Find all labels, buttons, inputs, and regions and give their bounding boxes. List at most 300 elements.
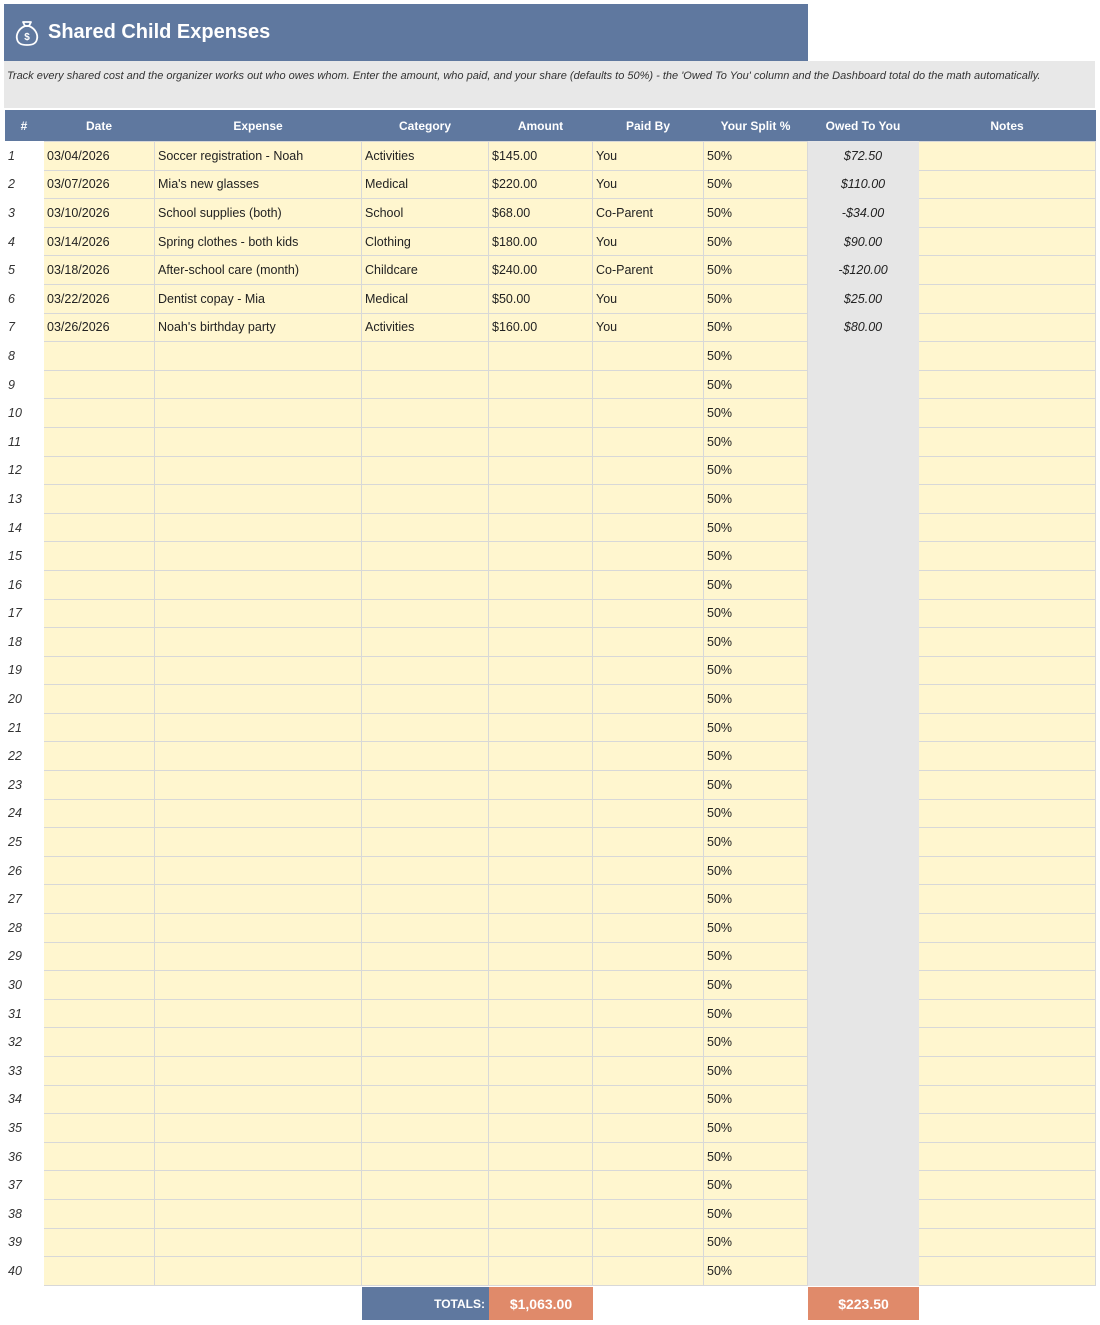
split-percent-cell[interactable]: 50% — [704, 542, 808, 571]
category-cell[interactable]: Activities — [362, 142, 489, 171]
expense-cell[interactable] — [155, 570, 362, 599]
amount-cell[interactable] — [489, 456, 593, 485]
notes-cell[interactable] — [919, 713, 1096, 742]
col-header-expense[interactable]: Expense — [155, 110, 362, 142]
split-percent-cell[interactable]: 50% — [704, 1085, 808, 1114]
amount-cell[interactable] — [489, 628, 593, 657]
owed-to-you-cell[interactable] — [808, 342, 919, 371]
date-cell[interactable] — [44, 1028, 155, 1057]
date-cell[interactable]: 03/10/2026 — [44, 199, 155, 228]
expense-cell[interactable] — [155, 456, 362, 485]
notes-cell[interactable] — [919, 170, 1096, 199]
category-cell[interactable]: Medical — [362, 284, 489, 313]
category-cell[interactable] — [362, 656, 489, 685]
date-cell[interactable]: 03/14/2026 — [44, 227, 155, 256]
col-header-owed[interactable]: Owed To You — [808, 110, 919, 142]
expense-cell[interactable] — [155, 942, 362, 971]
expense-cell[interactable] — [155, 628, 362, 657]
amount-cell[interactable] — [489, 599, 593, 628]
category-cell[interactable] — [362, 1057, 489, 1086]
notes-cell[interactable] — [919, 427, 1096, 456]
col-header-notes[interactable]: Notes — [919, 110, 1096, 142]
expense-cell[interactable] — [155, 1142, 362, 1171]
date-cell[interactable] — [44, 685, 155, 714]
category-cell[interactable] — [362, 1171, 489, 1200]
expense-cell[interactable] — [155, 485, 362, 514]
owed-to-you-cell[interactable] — [808, 685, 919, 714]
col-header-category[interactable]: Category — [362, 110, 489, 142]
owed-to-you-cell[interactable] — [808, 1142, 919, 1171]
date-cell[interactable] — [44, 1171, 155, 1200]
amount-cell[interactable]: $240.00 — [489, 256, 593, 285]
owed-to-you-cell[interactable] — [808, 1199, 919, 1228]
split-percent-cell[interactable]: 50% — [704, 199, 808, 228]
date-cell[interactable] — [44, 342, 155, 371]
category-cell[interactable]: Medical — [362, 170, 489, 199]
split-percent-cell[interactable]: 50% — [704, 713, 808, 742]
category-cell[interactable]: Childcare — [362, 256, 489, 285]
expense-cell[interactable] — [155, 971, 362, 1000]
owed-to-you-cell[interactable]: $90.00 — [808, 227, 919, 256]
split-percent-cell[interactable]: 50% — [704, 485, 808, 514]
paid-by-cell[interactable] — [593, 1199, 704, 1228]
paid-by-cell[interactable] — [593, 456, 704, 485]
split-percent-cell[interactable]: 50% — [704, 513, 808, 542]
category-cell[interactable] — [362, 914, 489, 943]
date-cell[interactable] — [44, 999, 155, 1028]
expense-cell[interactable] — [155, 799, 362, 828]
owed-to-you-cell[interactable]: $80.00 — [808, 313, 919, 342]
paid-by-cell[interactable] — [593, 599, 704, 628]
amount-cell[interactable] — [489, 914, 593, 943]
split-percent-cell[interactable]: 50% — [704, 742, 808, 771]
expense-cell[interactable]: Mia's new glasses — [155, 170, 362, 199]
amount-cell[interactable]: $180.00 — [489, 227, 593, 256]
paid-by-cell[interactable] — [593, 399, 704, 428]
paid-by-cell[interactable] — [593, 942, 704, 971]
notes-cell[interactable] — [919, 284, 1096, 313]
amount-cell[interactable] — [489, 1085, 593, 1114]
split-percent-cell[interactable]: 50% — [704, 999, 808, 1028]
amount-cell[interactable] — [489, 570, 593, 599]
date-cell[interactable] — [44, 427, 155, 456]
amount-cell[interactable]: $160.00 — [489, 313, 593, 342]
date-cell[interactable]: 03/22/2026 — [44, 284, 155, 313]
expense-cell[interactable] — [155, 713, 362, 742]
split-percent-cell[interactable]: 50% — [704, 1199, 808, 1228]
owed-to-you-cell[interactable]: $110.00 — [808, 170, 919, 199]
category-cell[interactable] — [362, 799, 489, 828]
notes-cell[interactable] — [919, 1171, 1096, 1200]
owed-to-you-cell[interactable]: -$34.00 — [808, 199, 919, 228]
notes-cell[interactable] — [919, 513, 1096, 542]
split-percent-cell[interactable]: 50% — [704, 1171, 808, 1200]
paid-by-cell[interactable]: You — [593, 142, 704, 171]
category-cell[interactable]: Clothing — [362, 227, 489, 256]
expense-cell[interactable] — [155, 828, 362, 857]
date-cell[interactable] — [44, 628, 155, 657]
date-cell[interactable] — [44, 1257, 155, 1286]
expense-cell[interactable] — [155, 542, 362, 571]
notes-cell[interactable] — [919, 656, 1096, 685]
date-cell[interactable] — [44, 456, 155, 485]
amount-cell[interactable]: $220.00 — [489, 170, 593, 199]
split-percent-cell[interactable]: 50% — [704, 170, 808, 199]
category-cell[interactable] — [362, 885, 489, 914]
owed-to-you-cell[interactable] — [808, 628, 919, 657]
notes-cell[interactable] — [919, 828, 1096, 857]
notes-cell[interactable] — [919, 628, 1096, 657]
col-header-date[interactable]: Date — [44, 110, 155, 142]
paid-by-cell[interactable] — [593, 828, 704, 857]
owed-to-you-cell[interactable] — [808, 914, 919, 943]
category-cell[interactable] — [362, 713, 489, 742]
split-percent-cell[interactable]: 50% — [704, 828, 808, 857]
amount-cell[interactable] — [489, 1142, 593, 1171]
amount-cell[interactable] — [489, 885, 593, 914]
date-cell[interactable] — [44, 656, 155, 685]
paid-by-cell[interactable]: You — [593, 170, 704, 199]
category-cell[interactable] — [362, 742, 489, 771]
expense-cell[interactable]: Noah's birthday party — [155, 313, 362, 342]
category-cell[interactable] — [362, 971, 489, 1000]
amount-cell[interactable] — [489, 742, 593, 771]
split-percent-cell[interactable]: 50% — [704, 227, 808, 256]
expense-cell[interactable]: Spring clothes - both kids — [155, 227, 362, 256]
total-owed-cell[interactable]: $223.50 — [808, 1287, 919, 1320]
expense-cell[interactable] — [155, 513, 362, 542]
category-cell[interactable] — [362, 456, 489, 485]
split-percent-cell[interactable]: 50% — [704, 656, 808, 685]
notes-cell[interactable] — [919, 1085, 1096, 1114]
notes-cell[interactable] — [919, 599, 1096, 628]
notes-cell[interactable] — [919, 570, 1096, 599]
split-percent-cell[interactable]: 50% — [704, 942, 808, 971]
category-cell[interactable] — [362, 370, 489, 399]
owed-to-you-cell[interactable] — [808, 828, 919, 857]
col-header-num[interactable]: # — [5, 110, 44, 142]
notes-cell[interactable] — [919, 1142, 1096, 1171]
paid-by-cell[interactable] — [593, 999, 704, 1028]
paid-by-cell[interactable] — [593, 914, 704, 943]
notes-cell[interactable] — [919, 456, 1096, 485]
owed-to-you-cell[interactable]: -$120.00 — [808, 256, 919, 285]
expense-cell[interactable] — [155, 599, 362, 628]
amount-cell[interactable] — [489, 1257, 593, 1286]
expense-cell[interactable] — [155, 1171, 362, 1200]
owed-to-you-cell[interactable] — [808, 456, 919, 485]
amount-cell[interactable]: $145.00 — [489, 142, 593, 171]
expense-cell[interactable] — [155, 1114, 362, 1143]
notes-cell[interactable] — [919, 542, 1096, 571]
owed-to-you-cell[interactable] — [808, 885, 919, 914]
notes-cell[interactable] — [919, 999, 1096, 1028]
notes-cell[interactable] — [919, 971, 1096, 1000]
date-cell[interactable]: 03/04/2026 — [44, 142, 155, 171]
amount-cell[interactable] — [489, 771, 593, 800]
split-percent-cell[interactable]: 50% — [704, 1028, 808, 1057]
amount-cell[interactable] — [489, 942, 593, 971]
amount-cell[interactable]: $68.00 — [489, 199, 593, 228]
split-percent-cell[interactable]: 50% — [704, 142, 808, 171]
date-cell[interactable]: 03/18/2026 — [44, 256, 155, 285]
date-cell[interactable] — [44, 1228, 155, 1257]
notes-cell[interactable] — [919, 942, 1096, 971]
expense-cell[interactable] — [155, 427, 362, 456]
expense-cell[interactable] — [155, 1057, 362, 1086]
owed-to-you-cell[interactable] — [808, 856, 919, 885]
split-percent-cell[interactable]: 50% — [704, 856, 808, 885]
date-cell[interactable] — [44, 971, 155, 1000]
split-percent-cell[interactable]: 50% — [704, 1142, 808, 1171]
expense-cell[interactable] — [155, 914, 362, 943]
paid-by-cell[interactable] — [593, 799, 704, 828]
expense-cell[interactable] — [155, 656, 362, 685]
split-percent-cell[interactable]: 50% — [704, 284, 808, 313]
date-cell[interactable] — [44, 799, 155, 828]
amount-cell[interactable] — [489, 342, 593, 371]
paid-by-cell[interactable] — [593, 1114, 704, 1143]
category-cell[interactable] — [362, 1142, 489, 1171]
split-percent-cell[interactable]: 50% — [704, 370, 808, 399]
notes-cell[interactable] — [919, 914, 1096, 943]
amount-cell[interactable] — [489, 1057, 593, 1086]
expense-cell[interactable] — [155, 685, 362, 714]
paid-by-cell[interactable]: You — [593, 227, 704, 256]
notes-cell[interactable] — [919, 799, 1096, 828]
expense-cell[interactable]: Soccer registration - Noah — [155, 142, 362, 171]
owed-to-you-cell[interactable] — [808, 742, 919, 771]
split-percent-cell[interactable]: 50% — [704, 685, 808, 714]
category-cell[interactable] — [362, 628, 489, 657]
owed-to-you-cell[interactable] — [808, 999, 919, 1028]
split-percent-cell[interactable]: 50% — [704, 799, 808, 828]
amount-cell[interactable] — [489, 685, 593, 714]
date-cell[interactable] — [44, 771, 155, 800]
owed-to-you-cell[interactable] — [808, 771, 919, 800]
amount-cell[interactable] — [489, 542, 593, 571]
amount-cell[interactable] — [489, 1171, 593, 1200]
notes-cell[interactable] — [919, 856, 1096, 885]
split-percent-cell[interactable]: 50% — [704, 313, 808, 342]
expense-cell[interactable]: Dentist copay - Mia — [155, 284, 362, 313]
notes-cell[interactable] — [919, 370, 1096, 399]
split-percent-cell[interactable]: 50% — [704, 342, 808, 371]
paid-by-cell[interactable] — [593, 342, 704, 371]
paid-by-cell[interactable] — [593, 856, 704, 885]
split-percent-cell[interactable]: 50% — [704, 570, 808, 599]
date-cell[interactable] — [44, 856, 155, 885]
date-cell[interactable] — [44, 570, 155, 599]
expense-cell[interactable] — [155, 999, 362, 1028]
category-cell[interactable] — [362, 513, 489, 542]
date-cell[interactable] — [44, 370, 155, 399]
col-header-amount[interactable]: Amount — [489, 110, 593, 142]
expense-cell[interactable] — [155, 1199, 362, 1228]
category-cell[interactable] — [362, 485, 489, 514]
split-percent-cell[interactable]: 50% — [704, 1114, 808, 1143]
expense-cell[interactable] — [155, 856, 362, 885]
split-percent-cell[interactable]: 50% — [704, 914, 808, 943]
date-cell[interactable] — [44, 1085, 155, 1114]
paid-by-cell[interactable] — [593, 1142, 704, 1171]
expense-cell[interactable] — [155, 370, 362, 399]
category-cell[interactable] — [362, 599, 489, 628]
amount-cell[interactable] — [489, 1114, 593, 1143]
category-cell[interactable] — [362, 427, 489, 456]
notes-cell[interactable] — [919, 199, 1096, 228]
split-percent-cell[interactable]: 50% — [704, 456, 808, 485]
amount-cell[interactable] — [489, 370, 593, 399]
date-cell[interactable] — [44, 713, 155, 742]
category-cell[interactable] — [362, 399, 489, 428]
date-cell[interactable] — [44, 828, 155, 857]
expense-cell[interactable] — [155, 742, 362, 771]
paid-by-cell[interactable] — [593, 628, 704, 657]
date-cell[interactable]: 03/26/2026 — [44, 313, 155, 342]
paid-by-cell[interactable] — [593, 771, 704, 800]
category-cell[interactable] — [362, 999, 489, 1028]
owed-to-you-cell[interactable] — [808, 1171, 919, 1200]
amount-cell[interactable] — [489, 799, 593, 828]
category-cell[interactable] — [362, 771, 489, 800]
paid-by-cell[interactable]: You — [593, 313, 704, 342]
category-cell[interactable] — [362, 570, 489, 599]
owed-to-you-cell[interactable] — [808, 1228, 919, 1257]
owed-to-you-cell[interactable] — [808, 1085, 919, 1114]
split-percent-cell[interactable]: 50% — [704, 771, 808, 800]
owed-to-you-cell[interactable] — [808, 427, 919, 456]
notes-cell[interactable] — [919, 227, 1096, 256]
split-percent-cell[interactable]: 50% — [704, 885, 808, 914]
total-amount-cell[interactable]: $1,063.00 — [489, 1287, 593, 1320]
owed-to-you-cell[interactable] — [808, 656, 919, 685]
split-percent-cell[interactable]: 50% — [704, 1228, 808, 1257]
notes-cell[interactable] — [919, 313, 1096, 342]
expense-cell[interactable]: After-school care (month) — [155, 256, 362, 285]
category-cell[interactable] — [362, 828, 489, 857]
date-cell[interactable] — [44, 885, 155, 914]
split-percent-cell[interactable]: 50% — [704, 599, 808, 628]
date-cell[interactable] — [44, 942, 155, 971]
owed-to-you-cell[interactable]: $72.50 — [808, 142, 919, 171]
paid-by-cell[interactable] — [593, 1228, 704, 1257]
split-percent-cell[interactable]: 50% — [704, 1057, 808, 1086]
date-cell[interactable] — [44, 542, 155, 571]
date-cell[interactable] — [44, 742, 155, 771]
expense-cell[interactable] — [155, 771, 362, 800]
owed-to-you-cell[interactable] — [808, 942, 919, 971]
owed-to-you-cell[interactable] — [808, 370, 919, 399]
paid-by-cell[interactable] — [593, 542, 704, 571]
owed-to-you-cell[interactable] — [808, 399, 919, 428]
owed-to-you-cell[interactable] — [808, 1028, 919, 1057]
amount-cell[interactable] — [489, 513, 593, 542]
paid-by-cell[interactable] — [593, 1257, 704, 1286]
notes-cell[interactable] — [919, 1057, 1096, 1086]
paid-by-cell[interactable] — [593, 1171, 704, 1200]
paid-by-cell[interactable] — [593, 971, 704, 1000]
amount-cell[interactable] — [489, 399, 593, 428]
amount-cell[interactable] — [489, 1228, 593, 1257]
notes-cell[interactable] — [919, 399, 1096, 428]
split-percent-cell[interactable]: 50% — [704, 399, 808, 428]
paid-by-cell[interactable] — [593, 685, 704, 714]
expense-cell[interactable] — [155, 1028, 362, 1057]
amount-cell[interactable] — [489, 485, 593, 514]
date-cell[interactable] — [44, 599, 155, 628]
notes-cell[interactable] — [919, 771, 1096, 800]
paid-by-cell[interactable]: Co-Parent — [593, 199, 704, 228]
paid-by-cell[interactable] — [593, 1057, 704, 1086]
notes-cell[interactable] — [919, 1028, 1096, 1057]
date-cell[interactable] — [44, 1199, 155, 1228]
amount-cell[interactable] — [489, 713, 593, 742]
date-cell[interactable] — [44, 1057, 155, 1086]
date-cell[interactable] — [44, 513, 155, 542]
amount-cell[interactable] — [489, 856, 593, 885]
owed-to-you-cell[interactable] — [808, 513, 919, 542]
split-percent-cell[interactable]: 50% — [704, 256, 808, 285]
category-cell[interactable] — [362, 342, 489, 371]
split-percent-cell[interactable]: 50% — [704, 1257, 808, 1286]
amount-cell[interactable]: $50.00 — [489, 284, 593, 313]
date-cell[interactable] — [44, 914, 155, 943]
col-header-paid-by[interactable]: Paid By — [593, 110, 704, 142]
date-cell[interactable]: 03/07/2026 — [44, 170, 155, 199]
notes-cell[interactable] — [919, 685, 1096, 714]
notes-cell[interactable] — [919, 485, 1096, 514]
owed-to-you-cell[interactable]: $25.00 — [808, 284, 919, 313]
owed-to-you-cell[interactable] — [808, 799, 919, 828]
category-cell[interactable]: Activities — [362, 313, 489, 342]
notes-cell[interactable] — [919, 1257, 1096, 1286]
notes-cell[interactable] — [919, 256, 1096, 285]
category-cell[interactable] — [362, 1028, 489, 1057]
split-percent-cell[interactable]: 50% — [704, 971, 808, 1000]
paid-by-cell[interactable]: Co-Parent — [593, 256, 704, 285]
paid-by-cell[interactable] — [593, 885, 704, 914]
owed-to-you-cell[interactable] — [808, 1114, 919, 1143]
amount-cell[interactable] — [489, 1028, 593, 1057]
expense-cell[interactable] — [155, 1228, 362, 1257]
notes-cell[interactable] — [919, 1199, 1096, 1228]
notes-cell[interactable] — [919, 1114, 1096, 1143]
paid-by-cell[interactable] — [593, 570, 704, 599]
category-cell[interactable] — [362, 942, 489, 971]
notes-cell[interactable] — [919, 742, 1096, 771]
paid-by-cell[interactable] — [593, 370, 704, 399]
paid-by-cell[interactable]: You — [593, 284, 704, 313]
paid-by-cell[interactable] — [593, 1085, 704, 1114]
expense-cell[interactable]: School supplies (both) — [155, 199, 362, 228]
notes-cell[interactable] — [919, 885, 1096, 914]
owed-to-you-cell[interactable] — [808, 570, 919, 599]
paid-by-cell[interactable] — [593, 713, 704, 742]
amount-cell[interactable] — [489, 999, 593, 1028]
notes-cell[interactable] — [919, 1228, 1096, 1257]
category-cell[interactable]: School — [362, 199, 489, 228]
notes-cell[interactable] — [919, 342, 1096, 371]
notes-cell[interactable] — [919, 142, 1096, 171]
date-cell[interactable] — [44, 1142, 155, 1171]
owed-to-you-cell[interactable] — [808, 1057, 919, 1086]
expense-cell[interactable] — [155, 342, 362, 371]
owed-to-you-cell[interactable] — [808, 971, 919, 1000]
category-cell[interactable] — [362, 1199, 489, 1228]
owed-to-you-cell[interactable] — [808, 1257, 919, 1286]
category-cell[interactable] — [362, 1257, 489, 1286]
